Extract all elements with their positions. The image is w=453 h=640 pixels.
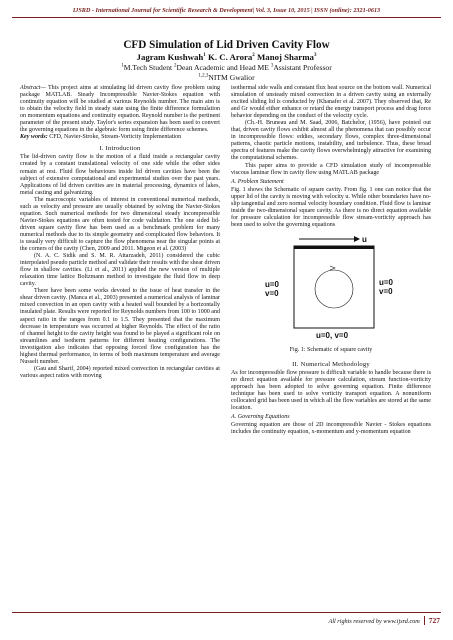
left-column: [20, 85, 220, 380]
abstract-label: Abstract—: [20, 85, 46, 91]
subheading-problem-statement: A. Problem Statement: [231, 178, 284, 185]
page-footer: [280, 616, 440, 625]
author-1: Jagram Kushwah: [136, 52, 204, 62]
right-bc-v: v=0: [379, 286, 393, 296]
governing-equations-paragraph: Governing equation are those of 2D incompressible Navier - Stokes equations includes the continuity equation, x-momentum and y-momentum equation: [231, 422, 431, 436]
affil-role-1: M.Tech Student: [123, 63, 173, 72]
problem-statement-paragraph: Fig. 1 shows the Schematic of square cavity. From fig. 1 one can notice that the upper lid of the cavity is moving with velocity u. While other boundaries have no-slip tangential and zero normal velocity boundary condition. Fluid flow is laminar inside the two-dimensional square cavity. As there is no direct equation available for pressure calculation for incompressible flow stream-vorticity approach has been used to solve the governing equations: [231, 186, 431, 228]
affil-sup-2: 2: [174, 63, 177, 69]
author-2: K. C. Arora: [207, 52, 253, 62]
affil-sup-3: 3: [270, 63, 274, 69]
footer-rule: [12, 612, 441, 613]
intro-paragraph-4: There have been some works devoted to the issue of heat transfer in the shear driven cavity. (Manca et al., 2003) presented a numerical analysis of laminar mixed convection in an open cavity with a heated wall bounded by a horizontally insulated plate. Results were reported for Reynolds numbers from 100 to 1000 and aspect ratio in the ranges from 0.1 to 1.5. They presented that the maximum decrease in temperature was occurred at higher Reynolds. The effect of the ratio of channel height to the cavity height was found to be played a significant role on streamlines and isotherm patterns for different heating configurations. The investigation also indicates that opposing forced flow configuration has the highest thermal performance, in terms of both maximum temperature and average Nusselt number.: [20, 288, 221, 365]
right-paragraph-1: isothermal side walls and constant flux heat source on the bottom wall. Numerical simulation of unsteady mixed convection in a driven cavity using an externally excited sliding lid is conducted by (Khanafer et al. 2007). They observed that, Re and Gr would either enhance or retard the energy transport process and drag force behavior depending on the conduct of the velocity cycle.: [231, 85, 431, 120]
lid-velocity-label: u: [362, 234, 367, 244]
affiliation-roles: [20, 63, 433, 72]
intro-paragraph-2: The macroscopic variables of interest in conventional numerical methods, such as velocity and pressure are usually obtained by solving the Navier-Stokes equation. Such numerical methods for two dimensional steady incompressible Navier-Stokes equations are often tested for code validation. The one sided lid-driven square cavity flow has been used as a benchmark problem for many numerical methods due to its simple geometry and complicated flow behaviors. It is usually very difficult to capture the flow phenomena near the singular points at the corners of the cavity (Chen, 2009 and 2011. Migeon et al. (2003): [20, 196, 220, 253]
page-number: 727: [424, 616, 440, 625]
keywords: [20, 134, 220, 141]
affil-sup-1: 1: [121, 63, 124, 69]
intro-paragraph-5: (Gau and Sharif, 2004) reported mixed convection in rectangular cavities at various aspect ratios with moving: [20, 365, 220, 379]
institution-name: NITM Gwalior: [208, 73, 255, 82]
methodology-paragraph: As for incompressible flow pressure is difficult variable to handle because there is no direct equation available for pressure calculation, stream function-vorticity approach has been adopted to solve governing equation. Finite difference technique has been used to solve vorticity transport equation. A nonuniform collocated grid has been used in which all the flow variables are stored at the same location.: [231, 369, 431, 412]
right-bc-u: u=0: [379, 277, 394, 287]
left-bc-v: v=0: [265, 288, 279, 298]
author-line: [20, 52, 433, 62]
bottom-bc: u=0, v=0: [316, 330, 349, 340]
right-paragraph-3: This paper aims to provide a CFD simulation study of incompressible viscous laminar flow in cavity flow using MATLAB package: [231, 162, 431, 176]
lid-bar: [294, 246, 374, 249]
subheading-governing-equations: A. Governing Equations: [231, 414, 290, 421]
heading-numerical-methodology: II. Numerical Methodology: [292, 360, 370, 368]
affil-role-3: Assistant Professor: [273, 63, 332, 72]
author-3-sup: 3: [313, 53, 317, 59]
affiliation-institution: [20, 73, 433, 82]
right-paragraph-2: (Ch.-H. Bruneau and M. Saad, 2006, Batchelor, (1956), have pointed out that, driven cavity flows exhibit almost all the phenomena that can possibly occur in incompressible flows: eddies, secondary flows, complex three-dimensional patterns, chaotic particle motions, instability, and turbulence. Thus, these broad spectra of features make the cavity flows overwhelmingly attractive for examining the computational schemes.: [231, 120, 431, 162]
cavity-outline: [294, 246, 374, 328]
heading-introduction: I. Introduction: [99, 145, 141, 153]
header-rule: [12, 17, 441, 18]
cavity-schematic: [259, 233, 409, 345]
affil-role-2: Dean Academic and Head ME: [176, 63, 269, 72]
running-header: IJSRD - International Journal for Scientific Research & Development| Vol. 3, Issue 10, 2015 | ISSN (online): 2321-0613: [72, 7, 381, 14]
abstract: [20, 85, 220, 134]
author-3: Manoj Sharma: [257, 52, 314, 62]
paper-title: CFD Simulation of Lid Driven Cavity Flow: [123, 39, 330, 51]
affil-sup-inst: 1,2,3: [198, 73, 209, 79]
intro-paragraph-3: (N. A. C. Sidik and S. M. R. Attarzadeh, 2011) considered the cubic interpolated pseudo particle method and validate their results with the shear driven flow in shallow cavities. (Li et al., 2011) applied the new version of multiple relaxation time lattice Boltzmann method to investigate the fluid flow in deep cavity.: [20, 253, 220, 288]
figure-caption: Fig. 1: Schematic of square cavity: [289, 346, 373, 353]
figure-1: [231, 233, 431, 357]
keywords-text: CFD, Navier-Stroke, Stream-Vorticity Implementation: [47, 134, 182, 141]
author-2-sup: 2: [252, 53, 255, 59]
intro-paragraph-1: The lid-driven cavity flow is the motion of a fluid inside a rectangular cavity created by a constant translational velocity of one side while the other sides remain at rest. Fluid flow behaviours inside lid driven cavities have been the subject of extensive computational and experimental studies over the past years. Applications of lid driven cavities are in material processing, dynamics of lakes, metal casting and galvanizing.: [20, 154, 220, 196]
abstract-text: This project aims at simulating lid driven cavity flow problem using package MATLAB. Steady Incompressible Navier-Stokes equation with continuity equation will be studied at various Reynolds number. The main aim is to obtain the velocity field in steady state using the finite difference formulation on momentum equations and continuity equation. Reynold number is the pertinent parameter of the present study. Taylor's series expansion has been used to convert the governing equations in the algebraic form using finite difference schemes.: [20, 85, 220, 134]
footer-text: All rights reserved by www.ijsrd.com: [328, 618, 420, 625]
keywords-label: Key words:: [20, 134, 48, 141]
right-column: [231, 85, 431, 436]
left-bc-u: u=0: [265, 279, 280, 289]
author-1-sup: 1: [203, 53, 206, 59]
